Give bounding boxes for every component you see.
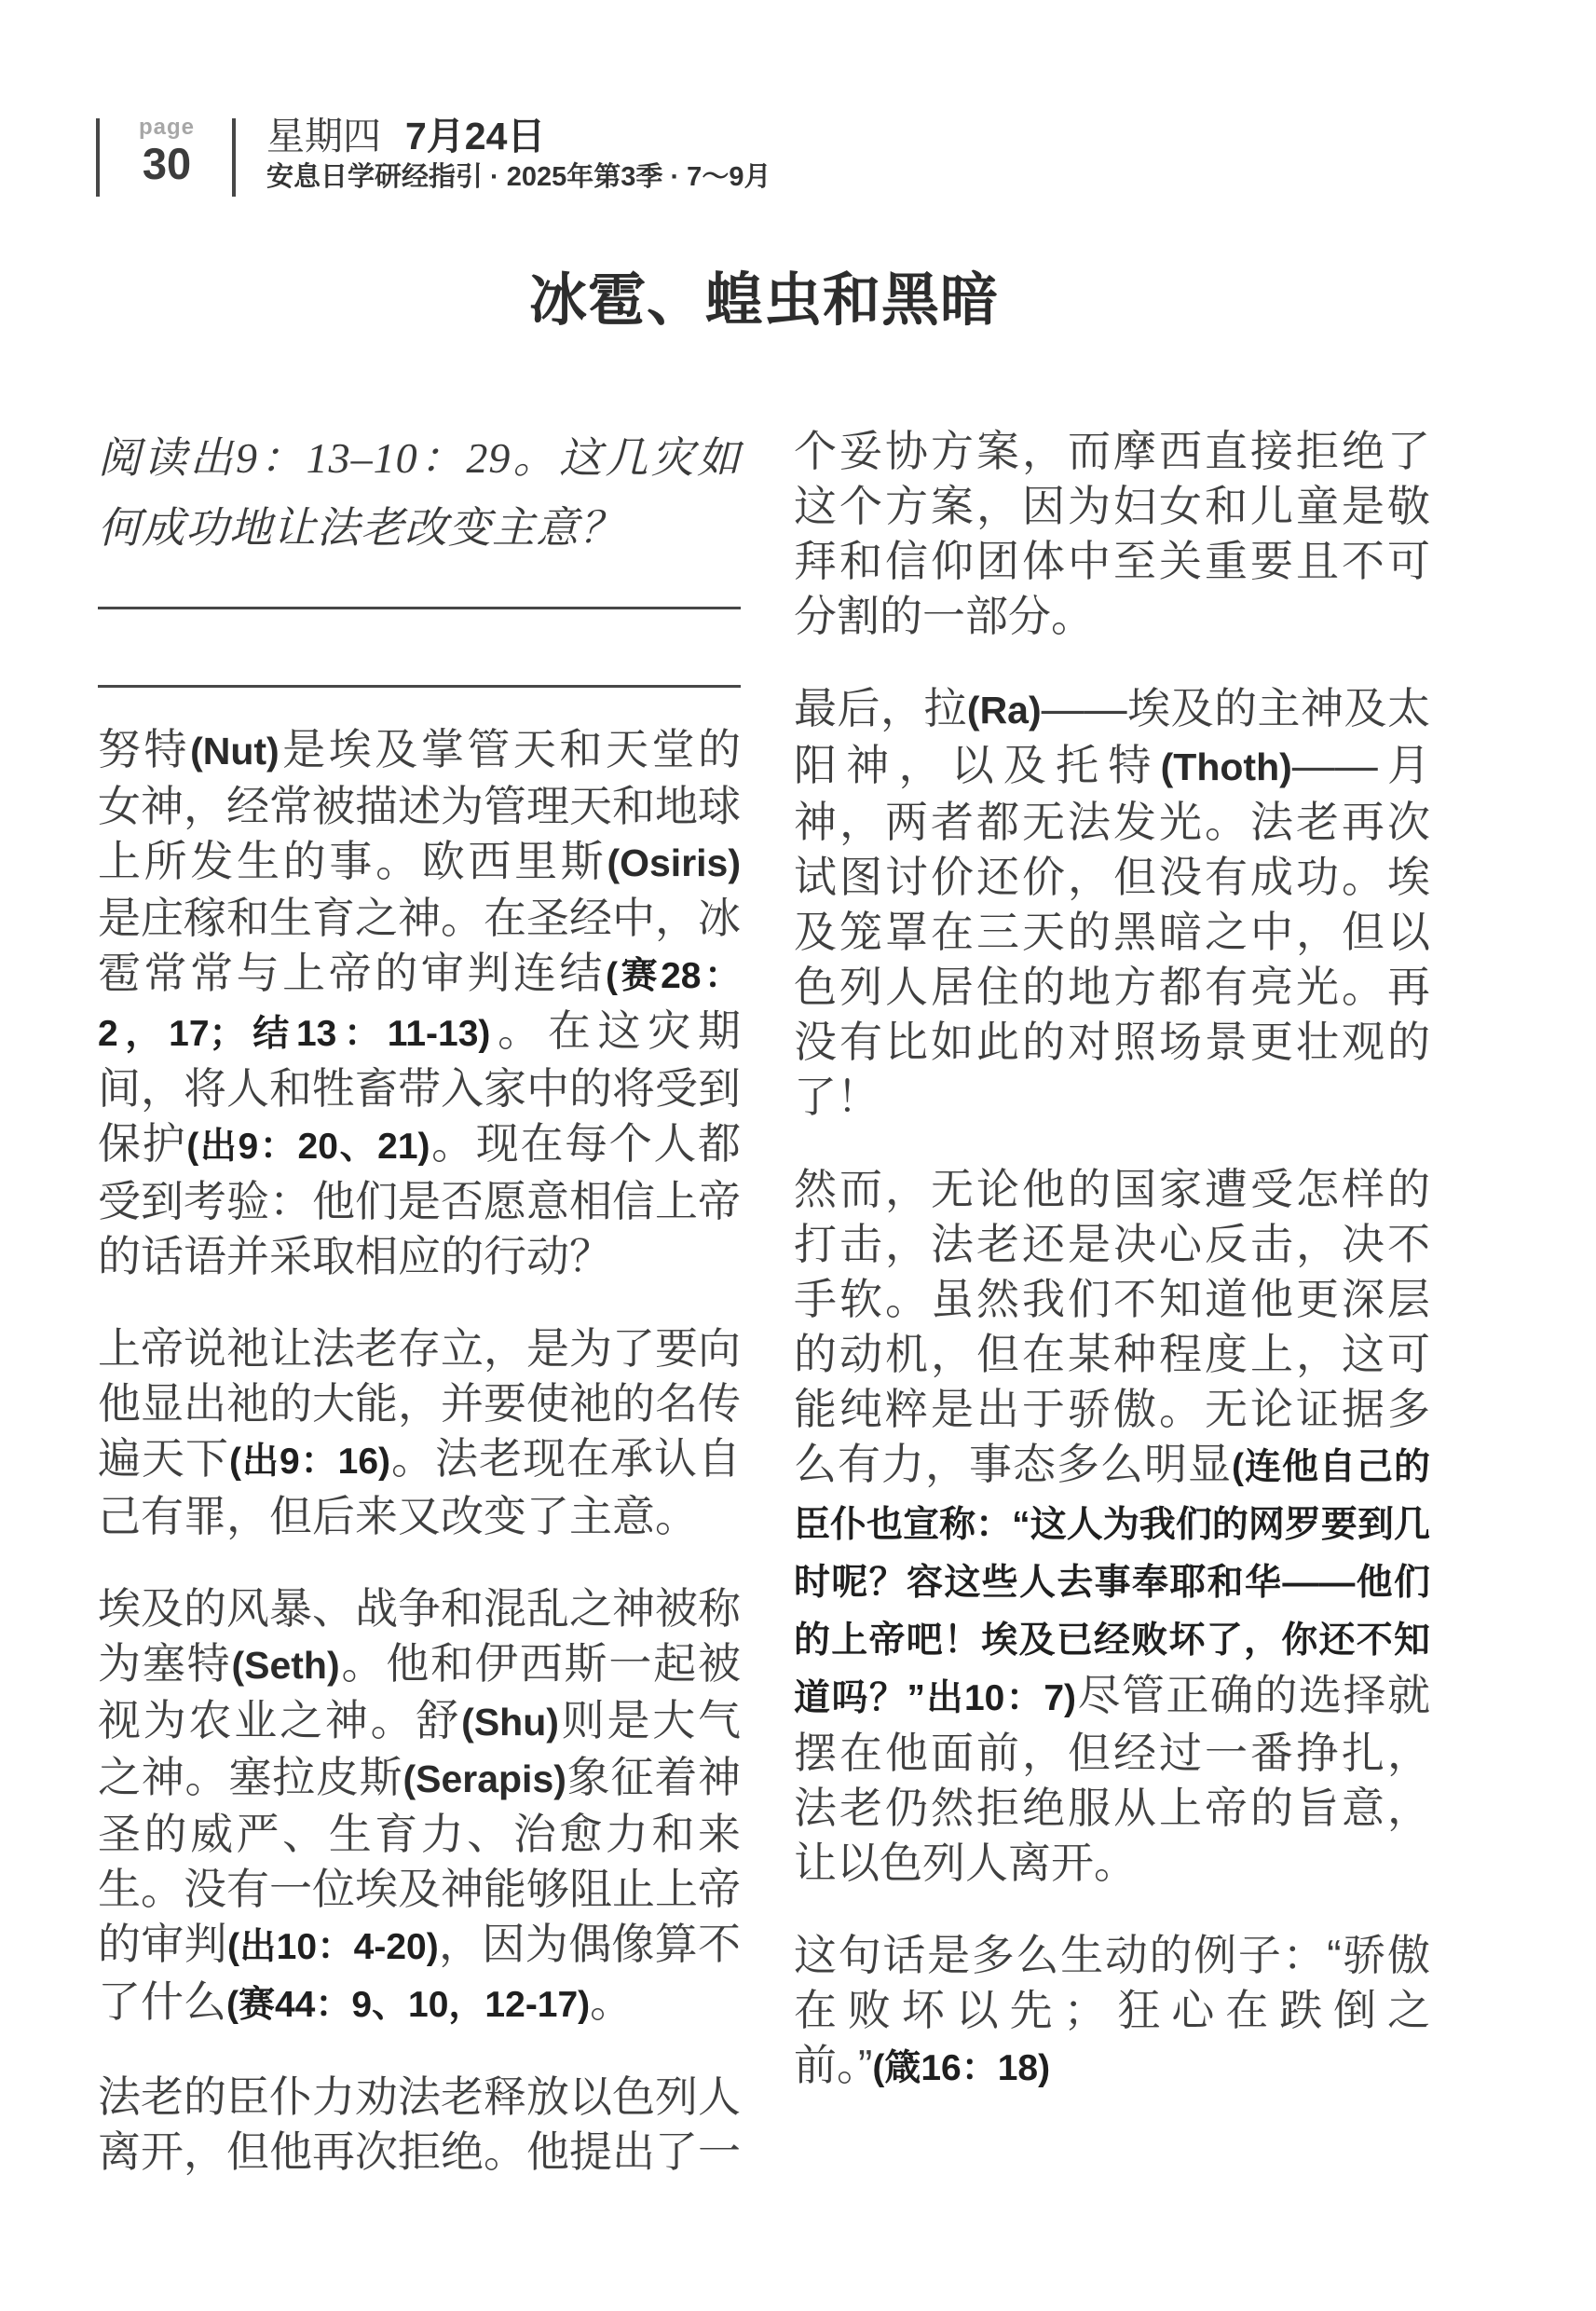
text-run: 。现在每个人都受到考验：他们是否愿意相信上帝的话语并采取相应的行动？ [98, 1119, 741, 1280]
text-run: 上帝说祂让法老存立，是为了要向他显出祂的大能，并要使祂的名传遍天下 [98, 1324, 741, 1483]
latin-name: (Serapis) [402, 1757, 566, 1800]
left-column [98, 417, 741, 2180]
scripture-reference: (赛28：2，17；结13：11-13) [98, 956, 742, 1054]
text-run: ，因为偶像算不了什么 [98, 1920, 742, 2026]
scripture-reference: (赛44：9、10，12-17) [226, 1985, 591, 2025]
paragraph [794, 681, 1430, 1125]
scripture-reference: (连他自己的臣仆也宣称：“这人为我们的网罗要到几时呢？容这些人去事奉耶和华——他们的上帝吧！埃及已经败坏了，你还不知道吗？”出10：7) [794, 1447, 1430, 1718]
study-question: 阅读出9：13–10：29。这几灾如何成功地让法老改变主意？ [98, 434, 741, 552]
scripture-reference: (出9：20、21) [186, 1127, 430, 1167]
left-column-paragraphs [98, 722, 741, 2180]
text-run: ——月神，两者都无法发光。法老再次试图讨价还价，但没有成功。埃及笼罩在三天的黑暗之中，但以色列人居住的地方都有亮光。再没有比如此的对照场景更壮观的了！ [794, 741, 1431, 1121]
latin-name: (Thoth) [1160, 745, 1292, 788]
text-run: 这句话是多么生动的例子：“骄傲在败坏以先；狂心在跌倒之前。” [794, 1931, 1430, 2089]
date-label: 7月24日 [405, 115, 546, 157]
answer-line-1 [98, 607, 741, 609]
text-run: 个妥协方案，而摩西直接拒绝了这个方案，因为妇女和儿童是敬拜和信仰团体中至关重要且不可分割的一部分。 [794, 427, 1430, 640]
text-run: 努特 [98, 725, 191, 773]
right-column-paragraphs [794, 417, 1430, 2096]
page-label: page [138, 115, 195, 140]
latin-name: (Nut) [190, 730, 280, 773]
text-run: 尽管正确的选择就摆在他面前，但经过一番挣扎，法老仍然拒绝服从上帝的旨意，让以色列人离开。 [794, 1671, 1430, 1887]
latin-name: (Shu) [461, 1701, 559, 1744]
header-text [266, 114, 771, 192]
page-number-block [125, 116, 209, 187]
text-run: 法老的臣仆力劝法老释放以色列人离开，但他再次拒绝。他提出了一 [98, 2072, 741, 2176]
header-divider-right [232, 118, 236, 197]
text-run: ——埃及的主神及太阳神，以及托特 [794, 684, 1431, 789]
paragraph [98, 1581, 741, 2032]
text-run: 。在这灾期间，将人和牲畜带入家中的将受到保护 [98, 1006, 741, 1168]
text-run: 。他和伊西斯一起被视为农业之神。舒 [98, 1639, 742, 1744]
scripture-reference: (箴16：18) [872, 2048, 1051, 2088]
text-run: 。 [590, 1977, 634, 2026]
answer-line-2 [98, 685, 741, 688]
scripture-reference: (出10：4-20) [226, 1927, 439, 1967]
text-run: 最后，拉 [794, 684, 967, 732]
paragraph [98, 722, 741, 1284]
text-run: 然而，无论他的国家遭受怎样的打击，法老还是决心反击，决不手软。虽然我们不知道他更深层的动机，但在某种程度上，这可能纯粹是出于骄傲。无论证据多么有力，事态多么明显 [794, 1165, 1430, 1488]
paragraph [794, 424, 1430, 644]
text-run: 是庄稼和生育之神。在圣经中，冰雹常常与上帝的审判连结 [98, 894, 741, 997]
right-column [794, 417, 1430, 2096]
paragraph [98, 1321, 741, 1544]
text-run: 。法老现在承认自己有罪，但后来又改变了主意。 [98, 1434, 742, 1540]
text-run: 埃及的风暴、战争和混乱之神被称为塞特 [98, 1584, 741, 1688]
scripture-reference: (出9：16) [229, 1442, 391, 1482]
edition-label: 安息日学研经指引 · 2025年第3季 · 7～9月 [266, 162, 771, 192]
paragraph [794, 1928, 1430, 2096]
page-number: 30 [142, 139, 192, 188]
text-run: 象征着神圣的威严、生育力、治愈力和来生。没有一位埃及神能够阻止上帝的审判 [98, 1753, 742, 1968]
paragraph [794, 1162, 1430, 1891]
paragraph [98, 2070, 741, 2180]
latin-name: (Osiris) [607, 841, 741, 884]
text-run: 是埃及掌管天和天堂的女神，经常被描述为管理天和地球上所发生的事。欧西里斯 [98, 725, 741, 885]
latin-name: (Ra) [966, 689, 1042, 732]
header-divider-left [96, 118, 100, 197]
latin-name: (Seth) [231, 1644, 340, 1687]
text-run: 则是大气之神。塞拉皮斯 [98, 1696, 742, 1801]
weekday-label: 星期四 [266, 115, 381, 157]
lesson-title: 冰雹、蝗虫和黑暗 [528, 269, 999, 333]
header-dateline [266, 114, 771, 158]
